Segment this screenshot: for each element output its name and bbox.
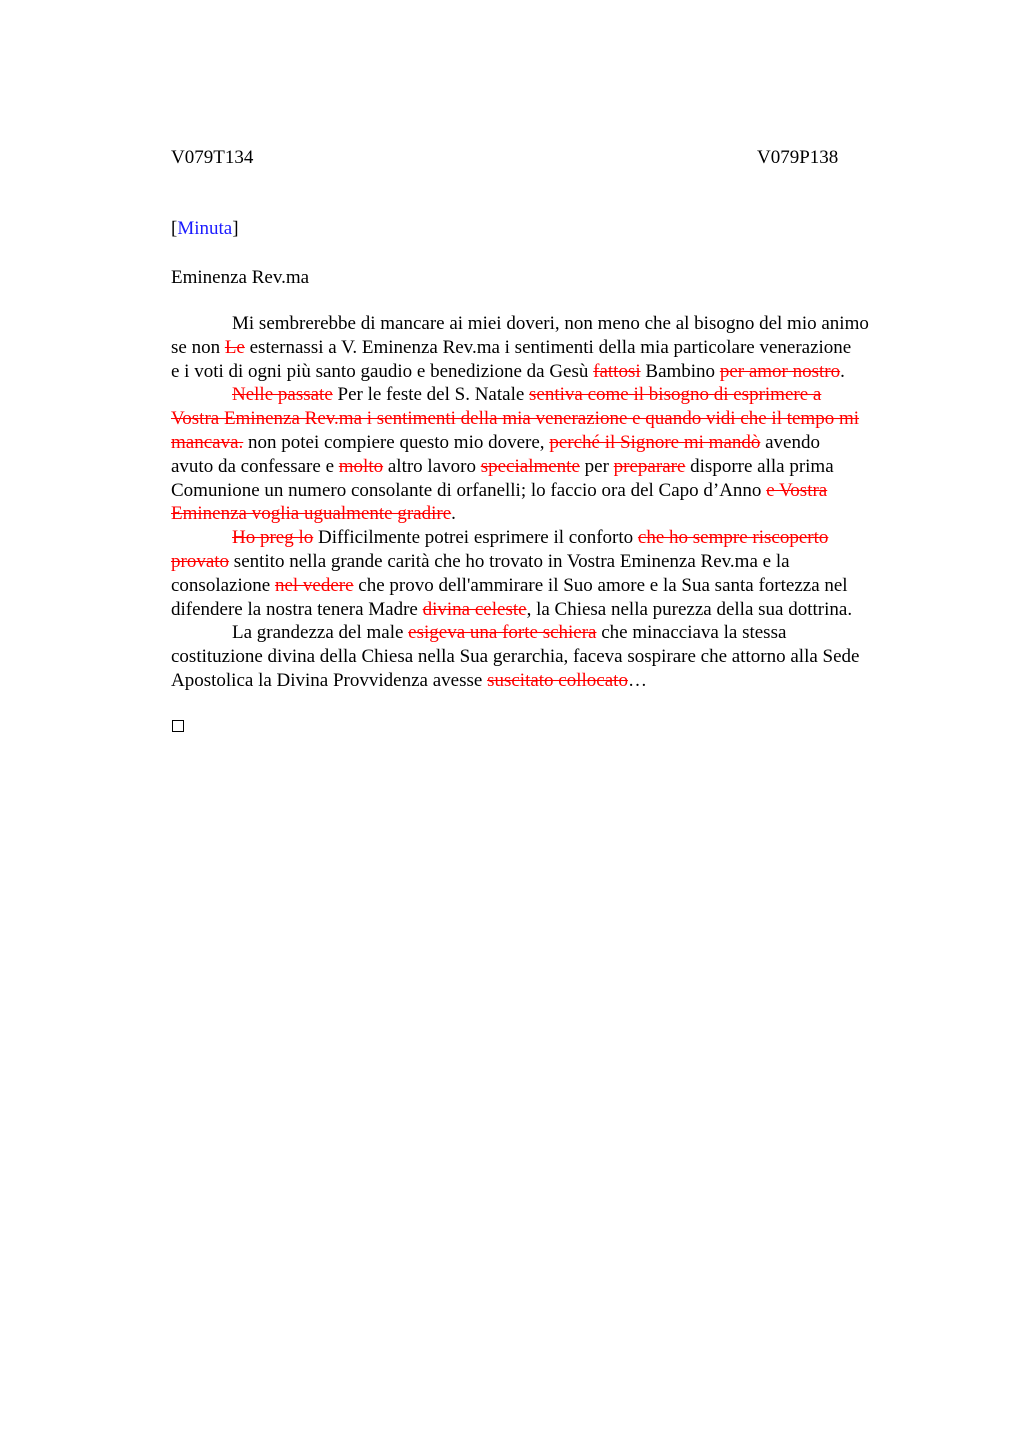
text-run: altro lavoro: [383, 455, 481, 477]
document-code-right: V079P138: [757, 147, 839, 168]
paragraph-3-line-1: [171, 526, 931, 550]
deleted-text: divina celeste: [422, 598, 527, 620]
text-run: costituzione divina della Chiesa nella Sua gerarchia, faceva sospirare che attorno alla Sede: [171, 646, 860, 668]
deleted-text: specialmente: [480, 455, 580, 477]
deleted-text: Le: [224, 336, 245, 358]
paragraph-3-line-4: [171, 598, 931, 622]
text-run: …: [627, 669, 647, 691]
text-run: che provo dell'ammirare il Suo amore e la Sua santa fortezza nel: [353, 574, 848, 596]
paragraph-1-line-1: [171, 312, 931, 336]
text-run: Apostolica la Divina Provvidenza avesse: [171, 669, 488, 691]
paragraph-2-line-3: [171, 431, 931, 455]
paragraph-3-line-2: [171, 550, 931, 574]
deleted-text: che ho sempre riscoperto: [637, 527, 829, 549]
text-run: e i voti di ogni più santo gaudio e benedizione da Gesù: [171, 360, 594, 382]
deleted-text: perché il Signore mi mandò: [549, 431, 761, 453]
text-run: Bambino: [640, 360, 720, 382]
deleted-text: esigeva una forte schiera: [408, 622, 597, 644]
deleted-text: Eminenza voglia ugualmente gradire: [171, 503, 452, 525]
tag-open-bracket: [: [171, 218, 178, 239]
paragraph-4-line-2: [171, 645, 931, 669]
tag-label: Minuta: [177, 218, 233, 239]
deleted-text: preparare: [613, 455, 686, 477]
deleted-text: per amor nostro: [719, 360, 841, 382]
deleted-text: sentiva come il bisogno di esprimere a: [529, 384, 822, 406]
paragraph-3-line-3: [171, 574, 931, 598]
deleted-text: e Vostra: [766, 479, 828, 501]
salutation: Eminenza Rev.ma: [171, 267, 310, 288]
paragraph-2-line-4: [171, 455, 931, 479]
text-run: .: [840, 360, 845, 382]
text-run: Difficilmente potrei esprimere il conforto: [313, 527, 638, 549]
deleted-text: Vostra Eminenza Rev.ma i sentimenti della mia venerazione e quando vidi che il tempo mi: [171, 408, 860, 430]
paragraph-2-line-1: [171, 383, 931, 407]
text-run: , la Chiesa nella purezza della sua dottrina.: [526, 598, 853, 620]
text-run: Comunione un numero consolante di orfanelli; lo faccio ora del Capo d’Anno: [171, 479, 767, 501]
paragraph-1-line-3: [171, 360, 931, 384]
deleted-text: molto: [338, 455, 384, 477]
document-code-left: V079T134: [171, 147, 254, 168]
paragraph-2-line-2: [171, 407, 931, 431]
text-run: esternassi a V. Eminenza Rev.ma i sentimenti della mia particolare venerazione: [244, 336, 852, 358]
paragraph-4-line-1: [171, 621, 931, 645]
text-run: se non: [171, 336, 225, 358]
text-run: consolazione: [171, 574, 275, 596]
text-run: .: [451, 503, 456, 525]
deleted-text: suscitato collocato: [487, 669, 628, 691]
deleted-text: nel vedere: [274, 574, 354, 596]
paragraph-4-line-3: [171, 669, 931, 693]
checkbox-square-icon: [172, 720, 184, 732]
text-run: Mi sembrerebbe di mancare ai miei doveri, non meno che al bisogno del mio animo: [232, 313, 869, 334]
text-run: difendere la nostra tenera Madre: [171, 598, 423, 620]
letter-body: [171, 312, 931, 693]
text-run: avendo: [760, 431, 820, 453]
text-run: Per le feste del S. Natale: [332, 384, 530, 406]
paragraph-2-line-6: [171, 502, 931, 526]
deleted-text: Nelle passate: [232, 384, 333, 406]
text-run: non potei compiere questo mio dovere,: [243, 431, 550, 453]
text-run: disporre alla prima: [685, 455, 834, 477]
tag-close-bracket: ]: [232, 218, 239, 239]
paragraph-1-line-2: [171, 336, 931, 360]
minuta-tag: [171, 217, 239, 241]
deleted-text: Ho preg lo: [232, 527, 314, 549]
deleted-text: mancava.: [171, 431, 244, 453]
text-run: che minacciava la stessa: [596, 622, 787, 644]
text-run: La grandezza del male: [232, 622, 409, 644]
deleted-text: fattosi: [593, 360, 641, 382]
paragraph-2-line-5: [171, 479, 931, 503]
deleted-text: provato: [171, 550, 230, 572]
text-run: per: [579, 455, 614, 477]
text-run: avuto da confessare e: [171, 455, 339, 477]
text-run: sentito nella grande carità che ho trovato in Vostra Eminenza Rev.ma e la: [229, 550, 790, 572]
